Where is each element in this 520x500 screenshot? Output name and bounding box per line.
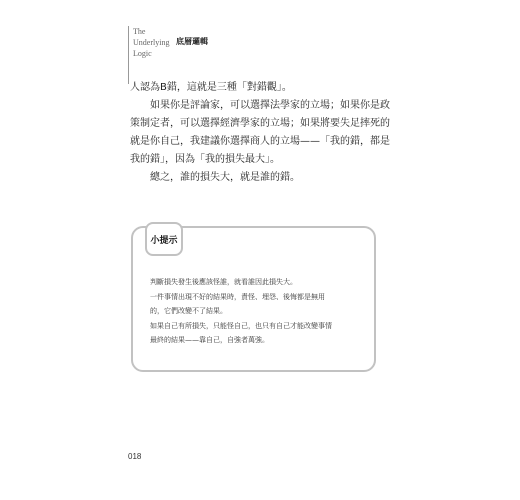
tip-text bbox=[150, 275, 370, 348]
running-head-english-line: The bbox=[133, 27, 146, 36]
tip-label: 小提示 bbox=[145, 222, 183, 256]
tip-line: 最終的結果——靠自己，自強者萬強。 bbox=[150, 336, 269, 344]
running-head-rule bbox=[128, 26, 129, 84]
body-paragraph: 總之，誰的損失大，就是誰的錯。 bbox=[150, 172, 300, 183]
tip-line: 一件事情出現不好的結果時，責怪、埋怨、後悔都是無用 bbox=[150, 292, 325, 301]
body-paragraph: 人認為B錯，這就是三種「對錯觀」。 bbox=[130, 82, 292, 93]
body-paragraph: 如果你是評論家，可以選擇法學家的立場；如果你是政策制定者，可以選擇經濟學家的立場；如果將要失足摔死的就是你自己，我建議你選擇商人的立場——「我的錯，都是我的錯」，因為「我的損失最大」。 bbox=[130, 100, 390, 165]
tip-line: 的，它們改變不了結果。 bbox=[150, 307, 227, 315]
running-head-chinese-title: 底層邏輯 bbox=[176, 37, 208, 46]
page-number: 018 bbox=[128, 452, 142, 461]
body-text bbox=[130, 79, 392, 187]
tip-line: 如果自己有所損失，只能怪自己，也只有自己才能改變事情 bbox=[150, 321, 332, 330]
tip-line: 判斷損失發生後應該怪誰，就看誰因此損失大。 bbox=[150, 278, 297, 286]
running-head-english-line: Logic bbox=[133, 49, 152, 58]
running-head-english-line: Underlying bbox=[133, 38, 170, 47]
running-head-english bbox=[133, 26, 169, 59]
